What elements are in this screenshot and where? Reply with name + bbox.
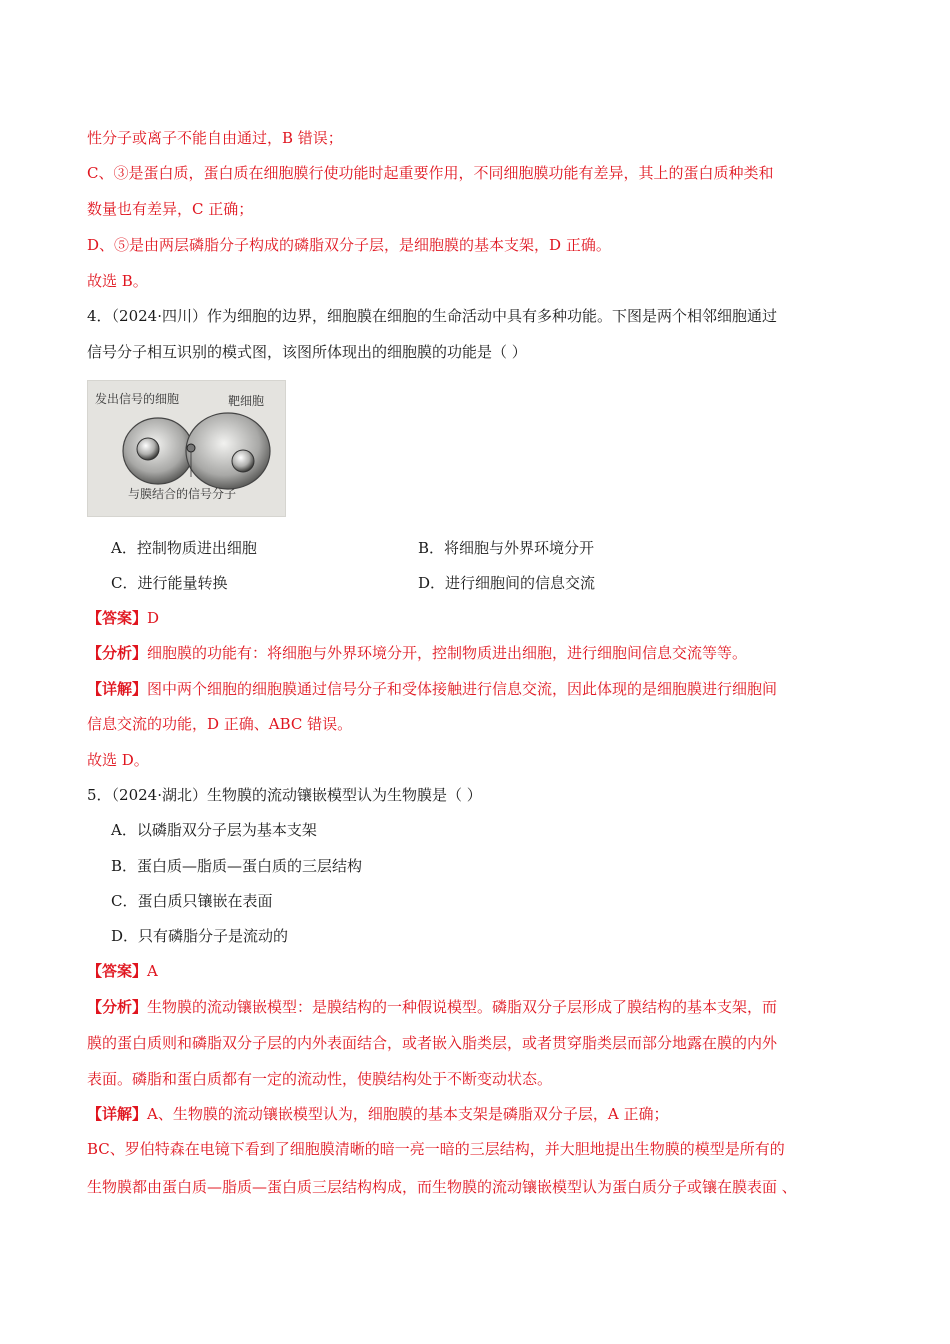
figure-label-signal-molecule: 与膜结合的信号分子 [128,487,237,501]
analysis-text: 生物膜的流动镶嵌模型：是膜结构的一种假说模型。磷脂双分子层形成了膜结构的基本支架，而 [147,998,778,1016]
q4-stem-line-1: 4．（2024·四川）作为细胞的边界，细胞膜在细胞的生命活动中具有多种功能。下图是两个相邻细胞通过 [87,307,777,325]
q4-detail-line-1 [87,679,777,699]
q4-detail-line-2: 信息交流的功能，D 正确、ABC 错误。 [87,715,353,733]
q4-answer [87,608,159,628]
q4-cell-signaling-figure [87,380,286,517]
q5-option-c[interactable]: C．蛋白质只镶嵌在表面 [111,892,273,910]
answer-value: A [147,962,158,980]
signal-molecule [187,444,195,452]
detail-text: A、生物膜的流动镶嵌模型认为，细胞膜的基本支架是磷脂双分子层，A 正确； [147,1105,669,1123]
answer-value: D [147,609,160,627]
q5-detail-line-2: BC、罗伯特森在电镜下看到了细胞膜清晰的暗一亮一暗的三层结构，并大胆地提出生物膜的模型是所有的 [87,1140,785,1158]
q5-analysis-line-3: 表面。磷脂和蛋白质都有一定的流动性，使膜结构处于不断变动状态。 [87,1070,553,1088]
q4-stem-line-2: 信号分子相互识别的模式图，该图所体现出的细胞膜的功能是（ ） [87,343,527,361]
q5-option-a[interactable]: A．以磷脂双分子层为基本支架 [111,821,317,839]
prev-detail-line-1: 性分子或离子不能自由通过，B 错误； [87,129,343,147]
q5-analysis-line-1 [87,997,777,1017]
q5-analysis-line-2: 膜的蛋白质则和磷脂双分子层的内外表面结合，或者嵌入脂类层，或者贯穿脂类层而部分地露在膜的内外 [87,1034,778,1052]
q4-option-b[interactable]: B．将细胞与外界环境分开 [418,539,595,557]
target-cell [186,413,270,489]
q4-option-c[interactable]: C．进行能量转换 [111,574,228,592]
target-cell-nucleus [232,450,254,472]
detail-tag: 【详解】 [87,680,148,698]
figure-label-target-cell: 靶细胞 [228,394,265,408]
q5-detail-line-3: 生物膜都由蛋白质—脂质—蛋白质三层结构构成，而生物膜的流动镶嵌模型认为蛋白质分子或镶在膜表面 、 [87,1178,797,1196]
q5-option-d[interactable]: D．只有磷脂分子是流动的 [111,927,289,945]
q5-answer [87,961,158,981]
q4-option-d[interactable]: D．进行细胞间的信息交流 [418,574,596,592]
sending-cell-nucleus [137,438,159,460]
prev-detail-line-2: C、③是蛋白质，蛋白质在细胞膜行使功能时起重要作用，不同细胞膜功能有差异，其上的蛋白质种类和 [87,164,774,182]
detail-tag: 【详解】 [87,1105,148,1123]
prev-detail-line-3: 数量也有差异，C 正确； [87,200,254,218]
answer-tag: 【答案】 [87,962,148,980]
answer-tag: 【答案】 [87,609,148,627]
q4-analysis [87,643,747,663]
q5-option-b[interactable]: B．蛋白质—脂质—蛋白质的三层结构 [111,857,363,875]
q4-option-a[interactable]: A．控制物质进出细胞 [111,539,257,557]
cell-signaling-diagram [88,381,285,516]
q5-detail-line-1 [87,1104,668,1124]
prev-conclusion: 故选 B。 [87,272,148,290]
detail-text: 图中两个细胞的细胞膜通过信号分子和受体接触进行信息交流，因此体现的是细胞膜进行细胞间 [147,680,778,698]
analysis-text: 细胞膜的功能有：将细胞与外界环境分开，控制物质进出细胞，进行细胞间信息交流等等。 [147,644,748,662]
analysis-tag: 【分析】 [87,998,148,1016]
q5-stem: 5．（2024·湖北）生物膜的流动镶嵌模型认为生物膜是（ ） [87,786,482,804]
figure-label-sending-cell: 发出信号的细胞 [95,392,180,406]
analysis-tag: 【分析】 [87,644,148,662]
q4-conclusion: 故选 D。 [87,751,149,769]
prev-detail-line-4: D、⑤是由两层磷脂分子构成的磷脂双分子层，是细胞膜的基本支架，D 正确。 [87,236,611,254]
